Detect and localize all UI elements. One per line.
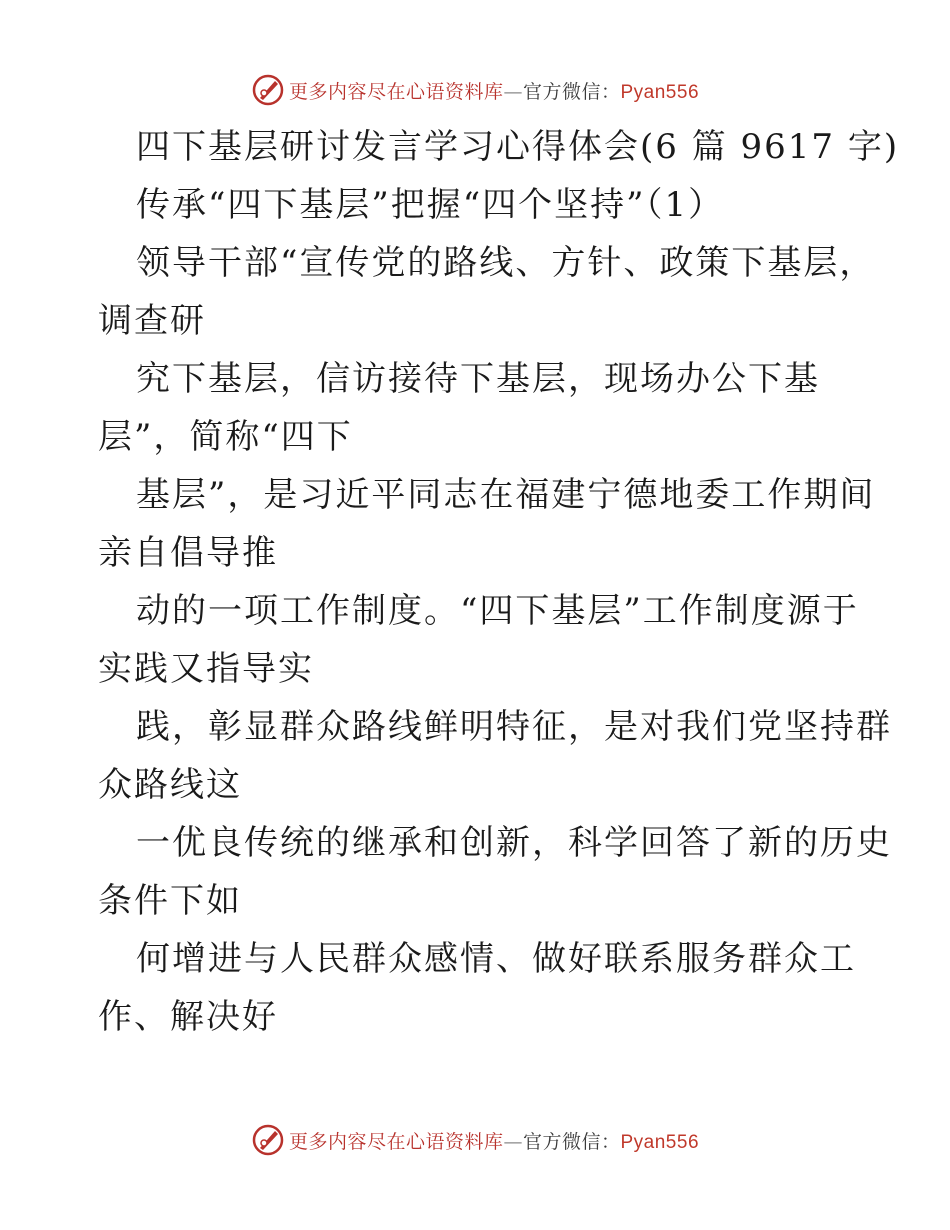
text-line: 众路线这 bbox=[98, 765, 242, 805]
text-line: 作、解决好 bbox=[98, 997, 278, 1037]
watermark-text bbox=[289, 77, 699, 104]
footer-watermark bbox=[0, 1120, 950, 1160]
watermark-wechat-id: Pyan556 bbox=[620, 81, 700, 103]
text-line: 亲自倡导推 bbox=[98, 533, 278, 573]
brand-logo-icon bbox=[251, 73, 285, 107]
text-lines bbox=[98, 118, 900, 1046]
text-line: 领导干部“宣传党的路线、方针、政策下基层， bbox=[136, 243, 876, 283]
watermark-wechat-label: 官方微信： bbox=[522, 80, 621, 103]
watermark-wechat-id: Pyan556 bbox=[620, 1131, 700, 1153]
text-line: 条件下如 bbox=[98, 881, 242, 921]
watermark-wechat-label: 官方微信： bbox=[522, 1130, 621, 1153]
watermark-dash: — bbox=[503, 80, 523, 103]
watermark-prefix: 更多内容尽在心语资料库 bbox=[288, 1130, 504, 1153]
watermark-text bbox=[289, 1127, 699, 1154]
watermark-prefix: 更多内容尽在心语资料库 bbox=[288, 80, 504, 103]
text-line: 四下基层研讨发言学习心得体会(6 篇 9617 字) bbox=[136, 127, 900, 167]
text-line: 层”，简称“四下 bbox=[98, 417, 353, 457]
text-line: 基层”，是习近平同志在福建宁德地委工作期间 bbox=[136, 475, 876, 515]
watermark-dash: — bbox=[503, 1130, 523, 1153]
text-line: 调查研 bbox=[98, 301, 206, 341]
text-line: 究下基层，信访接待下基层，现场办公下基 bbox=[136, 359, 820, 399]
text-line: 实践又指导实 bbox=[98, 649, 314, 689]
document-body bbox=[98, 118, 900, 1046]
text-line: 传承“四下基层”把握“四个坚持”（1） bbox=[136, 185, 725, 225]
text-line: 践，彰显群众路线鲜明特征，是对我们党坚持群 bbox=[136, 707, 892, 747]
text-line: 一优良传统的继承和创新，科学回答了新的历史 bbox=[136, 823, 892, 863]
header-watermark bbox=[0, 70, 950, 110]
text-line: 何增进与人民群众感情、做好联系服务群众工 bbox=[136, 939, 856, 979]
brand-logo-icon bbox=[251, 1123, 285, 1157]
text-line: 动的一项工作制度。“四下基层”工作制度源于 bbox=[136, 591, 859, 631]
